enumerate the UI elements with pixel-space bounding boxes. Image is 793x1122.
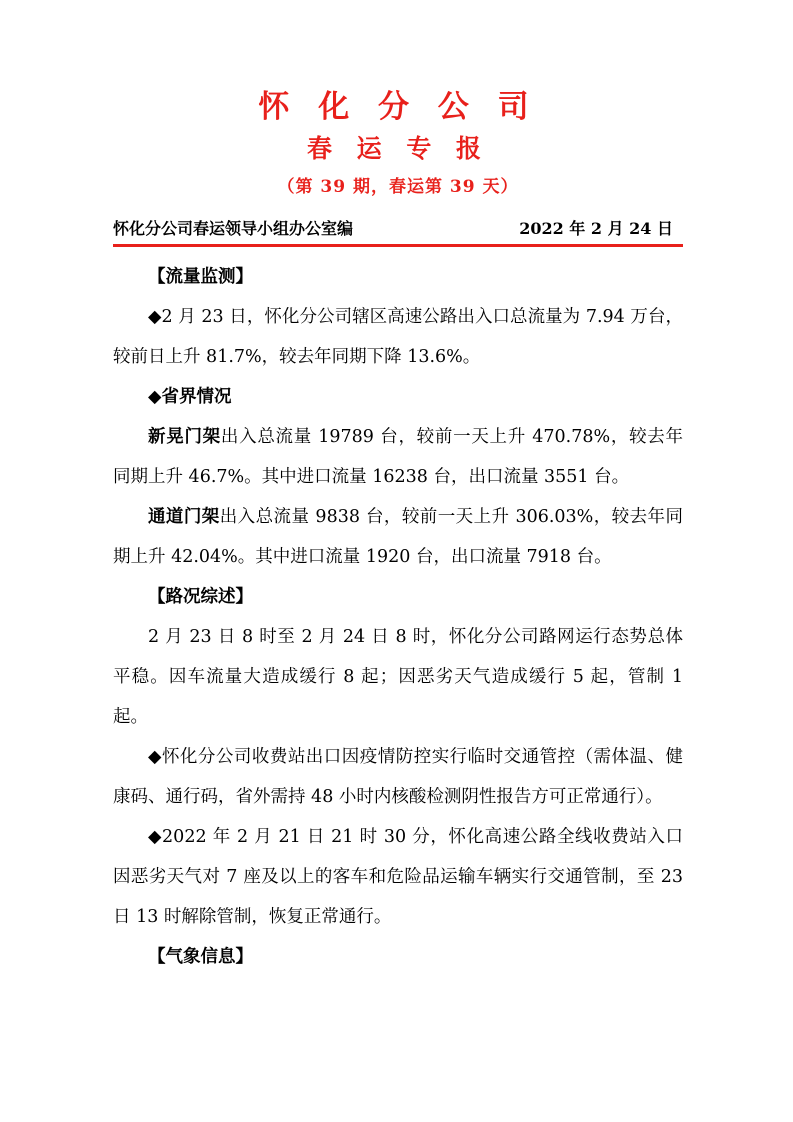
issue-number-line: （第 39 期，春运第 39 天） — [277, 177, 519, 197]
document-title-line-2: 春 运 专 报 — [306, 134, 490, 163]
gantry-name: 新晃门架 — [148, 427, 221, 447]
paragraph-road-3: ◆2022 年 2 月 21 日 21 时 30 分，怀化高速公路全线收费站入口因恶劣天气对 7 座及以上的客车和危险品运输车辆实行交通管制，至 23 日 13 时解除管制，恢复正常通行。 — [113, 827, 683, 927]
paragraph-road-2: ◆怀化分公司收费站出口因疫情防控实行临时交通管控（需体温、健康码、通行码，省外需持 48 小时内核酸检测阴性报告方可正常通行）。 — [113, 747, 683, 807]
paragraph-xinhuang-gantry: 新晃门架出入总流量 19789 台，较前一天上升 470.78%，较去年同期上升 46.7%。其中进口流量 16238 台，出口流量 3551 台。 — [113, 427, 684, 487]
paragraph-road-1: 2 月 23 日 8 时至 2 月 24 日 8 时，怀化分公司路网运行态势总体平稳。因车流量大造成缓行 8 起；因恶劣天气造成缓行 5 起，管制 1 起。 — [113, 627, 683, 727]
gantry-name: 通道门架 — [148, 507, 220, 527]
section-heading-road-conditions: 【路况综述】 — [148, 587, 253, 607]
section-heading-traffic: 【流量监测】 — [148, 267, 253, 287]
document-title-line-1: 怀 化 分 公 司 — [258, 89, 538, 125]
header-divider — [113, 244, 683, 247]
byline — [113, 216, 683, 242]
document-body — [113, 0, 683, 977]
byline-editor: 怀化分公司春运领导小组办公室编 — [113, 219, 354, 238]
paragraph-traffic-1: ◆2 月 23 日，怀化分公司辖区高速公路出入口总流量为 7.94 万台，较前日上升 81.7%，较去年同期下降 13.6%。 — [113, 307, 683, 367]
article-body — [113, 257, 683, 977]
masthead — [113, 89, 683, 197]
byline-date: 2022 年 2 月 24 日 — [519, 219, 673, 238]
paragraph-tongdao-gantry: 通道门架出入总流量 9838 台，较前一天上升 306.03%，较去年同期上升 42.04%。其中进口流量 1920 台，出口流量 7918 台。 — [113, 507, 683, 567]
section-heading-province-border: ◆省界情况 — [148, 387, 232, 407]
section-heading-weather: 【气象信息】 — [148, 947, 253, 967]
